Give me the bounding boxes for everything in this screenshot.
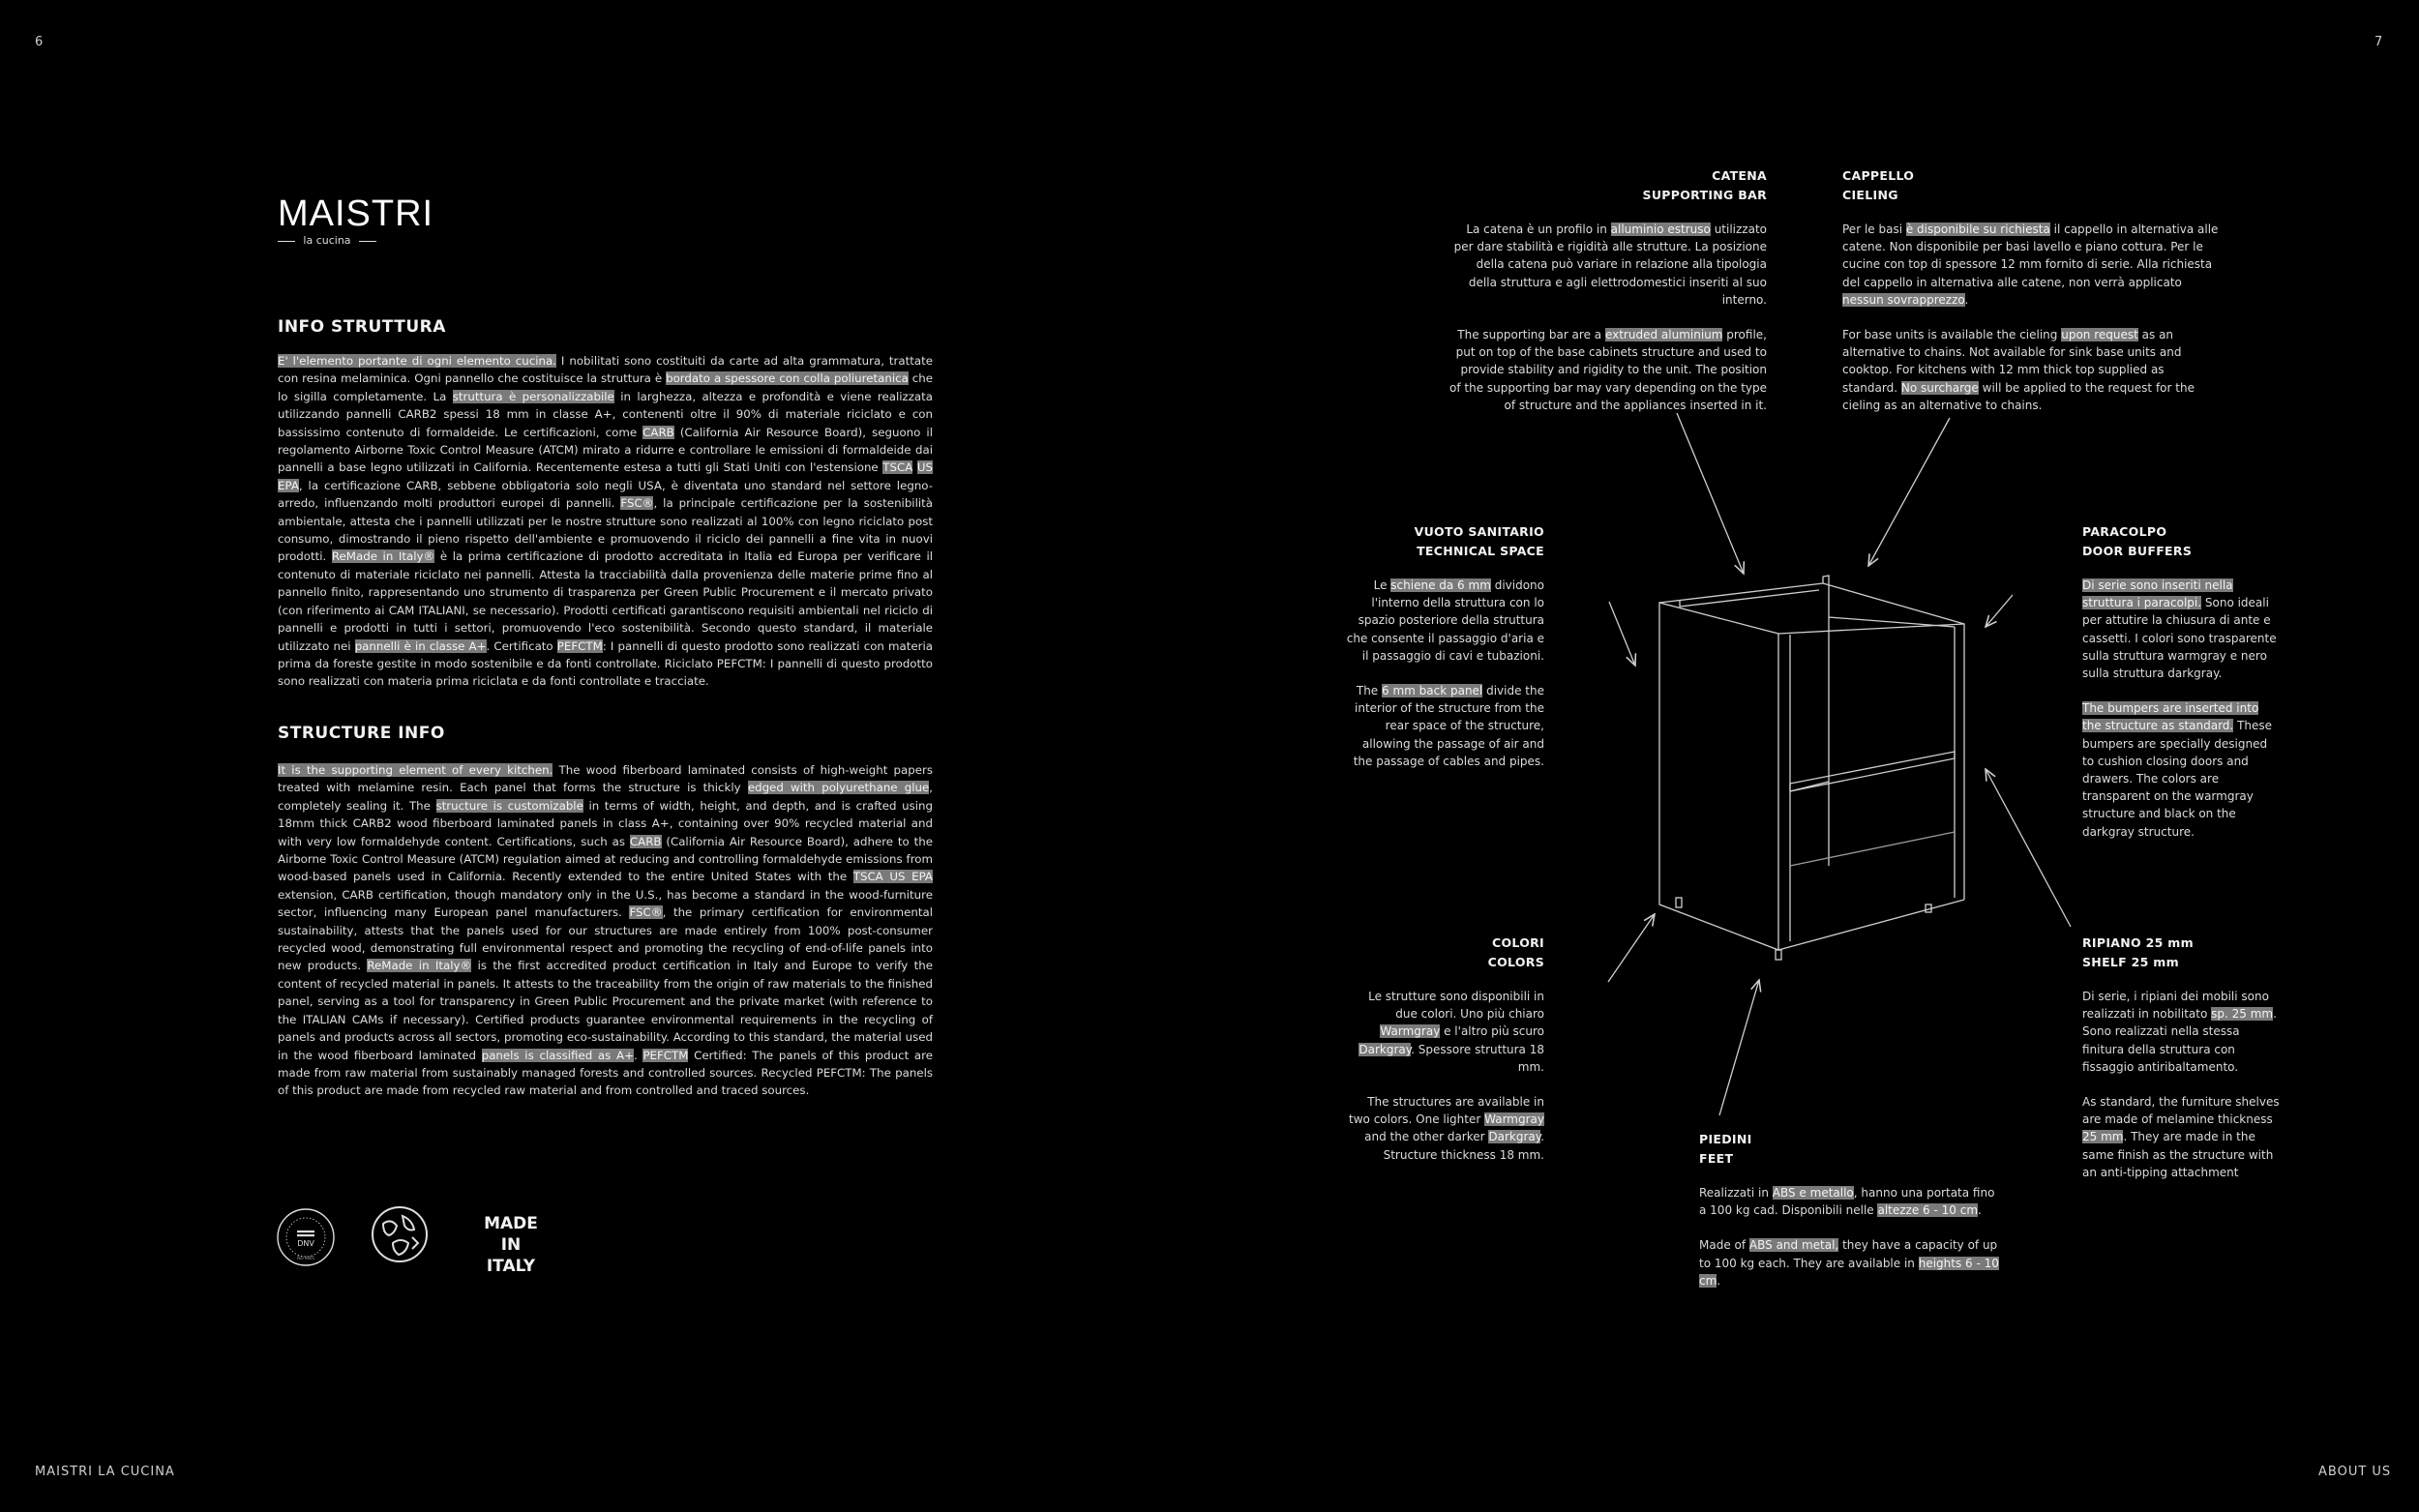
text-segment: . They are made in the same finish as the structure with an anti-tipping attachment (2082, 1130, 2274, 1179)
highlighted-text: US EPA (278, 460, 933, 492)
highlighted-text: CARB (642, 425, 674, 439)
vuoto-title: VUOTO SANITARIO (1414, 524, 1544, 539)
highlighted-text: pannelli è in classe A+ (354, 638, 487, 653)
annotation-piedini (1699, 1130, 1999, 1307)
annotation-colori (1345, 934, 1544, 1181)
catena-text-it (1448, 221, 1767, 309)
highlighted-text: Di serie sono inseriti nella struttura i paracolpi. (2082, 578, 2233, 610)
text-segment: , the primary certification for environmental sustainability, attests that the panels used for our structures are made entirely from 100% post-consumer recycled wood, demonstrating full environmental respect and promoting the recycling of end-of-life panels into new products. (278, 905, 934, 973)
text-segment: Realizzati in (1699, 1186, 1773, 1200)
text-segment: profile, put on top of the base cabinets structure and used to provide stability and rigidity to the unit. The position of the supporting bar may vary depending on the type of structure and the appliances inserted in it. (1449, 328, 1767, 412)
highlighted-text: Warmgray (1484, 1112, 1544, 1127)
text-segment: For base units is available the cieling (1842, 328, 2062, 342)
annotation-cappello (1842, 166, 2220, 431)
vuoto-subtitle: TECHNICAL SPACE (1417, 544, 1544, 558)
highlighted-text: Darkgray (1488, 1130, 1541, 1144)
highlighted-text: è disponibile su richiesta (1905, 222, 2050, 236)
text-segment: , la principale certificazione per la sostenibilità ambientale, attesta che i pannelli utilizzati per le nostre strutture sono realizzati al 100% con legno riciclato post consumo, dimostrando il pieno rispetto dell'ambiente e promuovendo il riciclo dei pannelli a fine vita in nuovi prodotti. (278, 496, 933, 564)
text-segment: Per le basi (1842, 222, 1906, 236)
vuoto-text-it (1345, 577, 1544, 665)
highlighted-text: The bumpers are inserted into the structure as standard. (2082, 701, 2259, 733)
highlighted-text: FSC® (620, 496, 654, 511)
ripiano-title: RIPIANO 25 mm (2082, 935, 2194, 950)
text-segment: they have a capacity of up to 100 kg each. They are available in (1699, 1238, 1998, 1270)
text-segment: , hanno una portata fino a 100 kg cad. Disponibili nelle (1699, 1186, 1995, 1218)
highlighted-text: TSCA (882, 460, 913, 475)
highlighted-text: No surcharge (1900, 380, 1979, 395)
text-segment: che lo sigilla completamente. La (278, 371, 933, 403)
colori-subtitle: COLORS (1487, 955, 1544, 969)
text-segment: Made of (1699, 1238, 1749, 1253)
highlighted-text: ABS e metallo (1772, 1186, 1854, 1200)
text-segment: in larghezza, altezza e profondità e viene realizzata utilizzando pannelli CARB2 spessi 18 mm in classe A+, contenenti oltre il 90% di materiale riciclato e con bassissimo contenuto di formaldeide. Le certificazioni, come (278, 389, 933, 439)
page-number-left: 6 (35, 35, 44, 49)
colori-text-it (1345, 988, 1544, 1076)
text-segment: utilizzato per dare stabilità e rigidità alle strutture. La posizione della catena può variare in relazione alla tipologia della struttura e agli elettrodomestici inseriti al suo interno. (1453, 222, 1767, 307)
catena-text-en (1448, 326, 1767, 414)
text-segment: Di serie, i ripiani dei mobili sono realizzati in nobilitato (2082, 990, 2269, 1022)
info-struttura-title: INFO STRUTTURA (278, 317, 446, 337)
highlighted-text: altezze 6 - 10 cm (1877, 1203, 1979, 1218)
page-number-right: 7 (2374, 35, 2383, 49)
text-segment: As standard, the furniture shelves are made of melamine thickness (2082, 1095, 2280, 1127)
highlighted-text: nessun sovrapprezzo (1842, 292, 1965, 307)
ripiano-text-it (2082, 988, 2281, 1076)
text-segment: The supporting bar are a (1457, 328, 1605, 342)
text-segment: La catena è un profilo in (1466, 222, 1611, 236)
highlighted-text: struttura è personalizzabile (452, 389, 614, 403)
cappello-text-it (1842, 221, 2220, 309)
catena-subtitle: SUPPORTING BAR (1642, 188, 1767, 202)
annotation-catena (1448, 166, 1767, 431)
cappello-subtitle: CIELING (1842, 188, 1898, 202)
text-segment: The structures are available in two colors. One lighter (1349, 1095, 1544, 1127)
made-in-label: MADE IN (484, 1214, 538, 1255)
footer-section: ABOUT US (2318, 1465, 2392, 1479)
arrow-catena (1677, 413, 1744, 574)
ripiano-subtitle: SHELF 25 mm (2082, 955, 2179, 969)
piedini-title: PIEDINI (1699, 1132, 1752, 1146)
text-segment: è la prima certificazione di prodotto accreditata in Italia ed Europa per verificare il contenuto di materiale riciclato nei pannelli. Attesta la tracciabilità dalla provenienza delle materie prime fino al pannello finito, rappresentando uno strumento di trasparenza per Green Public Procurement e il mercato privato (con riferimento ai CAM ITALIANI, se necessario). Prodotti certificati garantiscono requisiti ambientali nel riciclo di pannelli e prodotti in tutti i settori, promuovendo l'eco sostenibilità. Secondo questo standard, il materiale utilizzato nei (278, 549, 934, 653)
dnv-label: DNV (297, 1239, 314, 1248)
text-segment: (California Air Resource Board), seguono il regolamento Airborne Toxic Control Measure (ATCM) mirato a ridurre e controllare le emissioni di formaldeide dai pannelli a base legno utilizzati in California. Recentemente estesa a tutti gli Stati Uniti con l'estensione (278, 425, 933, 475)
arrow-ripiano (1986, 769, 2071, 927)
highlighted-text: panels is classified as A+ (481, 1048, 634, 1062)
text-segment: extension, CARB certification, though mandatory only in the U.S., has become a standard in the wood-furniture sector, influencing many European panel manufacturers. (278, 887, 933, 920)
italy-label: ITALY (486, 1257, 536, 1276)
colori-text-en (1345, 1093, 1544, 1164)
text-segment: : I pannelli di questo prodotto sono realizzati con materia prima da foreste gestite in modo sostenibile e da fonti controllate. Riciclato PEFCTM: I pannelli di questo prodotto sono realizzati con materia prima riciclata e da fonti controllate e tracciate. (278, 638, 934, 689)
text-segment: e l'altro più scuro (1440, 1024, 1544, 1039)
paracolpo-subtitle: DOOR BUFFERS (2082, 544, 2193, 558)
text-segment: (California Air Resource Board), adhere to the Airborne Toxic Control Measure (ATCM) regulation aimed at reducing and controlling formaldehyde emissions from wood-based panels used in California. Recently extended to the entire United States with the (278, 834, 933, 884)
highlighted-text: alluminio estruso (1610, 222, 1711, 236)
text-segment: . (1978, 1203, 1982, 1218)
text-segment: Le (1373, 578, 1391, 592)
piedini-subtitle: FEET (1699, 1151, 1734, 1166)
text-segment: . (1964, 292, 1969, 307)
highlighted-text: sp. 25 mm (2211, 1007, 2274, 1022)
highlighted-text: It is the supporting element of every kitchen. (278, 763, 553, 777)
highlighted-text: FSC® (629, 905, 663, 920)
paracolpo-text-it (2082, 577, 2278, 682)
text-segment: . Structure thickness 18 mm. (1383, 1130, 1544, 1162)
text-segment: il cappello in alternativa alle catene. Non disponibile per basi lavello e piano cottura. Per le cucine con top di spessore 12 mm fornito di serie. Alla richiesta del cappello in alternativa alle catene, non verrà applicato (1842, 222, 2219, 289)
text-segment: . Sono realizzati nella stessa finitura della struttura con fissaggio antiribaltamento. (2082, 1007, 2277, 1074)
highlighted-text: ReMade in Italy® (367, 959, 472, 973)
text-segment: . Certificato (486, 638, 557, 653)
highlighted-text: heights 6 - 10 cm (1699, 1256, 1999, 1288)
highlighted-text: structure is customizable (435, 798, 583, 813)
highlighted-text: upon request (2061, 328, 2138, 342)
highlighted-text: 25 mm (2082, 1130, 2124, 1144)
annotation-vuoto-sanitario (1345, 522, 1544, 787)
arrow-paracolpo (1986, 595, 2013, 627)
highlighted-text: CARB (629, 834, 662, 848)
text-segment: in terms of width, height, and depth, and is crafted using 18mm thick CARB2 wood fiberboard laminated panels in class A+, containing over 90% recycled material and with very low formaldehyde content. Certifications, such as (278, 798, 933, 848)
highlighted-text: Warmgray (1380, 1024, 1441, 1039)
text-segment: divide the interior of the structure from the rear space of the structure, allowing the passage of air and the passage of cables and pipes. (1353, 684, 1544, 768)
annotation-paracolpo (2082, 522, 2278, 858)
annotation-ripiano (2082, 934, 2281, 1199)
structure-info-title: STRUCTURE INFO (278, 724, 445, 743)
cappello-text-en (1842, 326, 2220, 414)
text-segment: will be applied to the request for the cieling as an alternative to chains. (1842, 380, 2195, 412)
highlighted-text: extruded aluminium (1604, 328, 1723, 342)
text-segment: Sono ideali per attutire la chiusura di ante e cassetti. I colori sono trasparente sulla struttura warmgray e nero sulla struttura darkgray. (2082, 596, 2277, 681)
text-segment: is the first accredited product certification in Italy and Europe to verify the content of recycled material in panels. It attests to the traceability from the origin of raw materials to the finished panel, serving as a tool for transparency in Green Public Procurement and the private market (with reference to the ITALIAN CAMs if necessary). Certified products guarantee environmental requirements in the recycling of panels and products across all sectors, promoting eco-sustainability. According to this standard, the material used in the wood fiberboard laminated (278, 959, 933, 1062)
cappello-title: CAPPELLO (1842, 168, 1915, 183)
text-segment: . (1717, 1273, 1721, 1288)
text-segment: . Spessore struttura 18 mm. (1411, 1042, 1544, 1074)
logo-wordmark: MAISTRI (278, 193, 434, 234)
ripiano-text-en (2082, 1093, 2281, 1181)
arrow-vuoto (1609, 602, 1635, 666)
catena-title: CATENA (1712, 168, 1767, 183)
arrow-piedini (1719, 980, 1759, 1115)
text-segment: I nobilitati sono costituiti da carte ad alta grammatura, trattate con resina melaminica. Ogni pannello che costituisce la struttura è (278, 354, 933, 386)
highlighted-text: edged with polyurethane glue (747, 781, 930, 795)
highlighted-text: ReMade in Italy® (331, 549, 435, 564)
paracolpo-title: PARACOLPO (2082, 524, 2167, 539)
text-segment: . (633, 1048, 643, 1062)
highlighted-text: schiene da 6 mm (1390, 578, 1491, 592)
piedini-text-en (1699, 1236, 1999, 1290)
vuoto-text-en (1345, 682, 1544, 770)
paracolpo-text-en (2082, 699, 2278, 841)
highlighted-text: PEFCTM (556, 638, 603, 653)
highlighted-text: Darkgray (1359, 1042, 1412, 1056)
text-segment: , la certificazione CARB, sebbene obbligatoria solo negli USA, è diventata uno standard nel settore legno-arredo, influenzando molti produttori europei di pannelli. (278, 478, 933, 511)
footer-brand: MAISTRI LA CUCINA (35, 1465, 175, 1479)
text-segment: as an alternative to chains. Not available for sink base units and cooktop. For kitchens with 12 mm thick top supplied as standard. (1842, 328, 2182, 395)
colori-title: COLORI (1491, 935, 1544, 950)
text-segment: and the other darker (1364, 1130, 1489, 1144)
text-segment: , completely sealing it. The (278, 781, 933, 813)
highlighted-text: 6 mm back panel (1382, 684, 1483, 698)
highlighted-text: PEFCTM (642, 1048, 689, 1062)
highlighted-text: TSCA US EPA (852, 870, 933, 884)
text-segment: Certified: The panels of this product are made from raw material from sustainably managed forests and controlled sources. Recycled PEFCTM: The panels of this product are made from recycled raw material and from controlled and traced sources. (278, 1048, 934, 1098)
highlighted-text: bordato a spessore con colla poliuretanica (666, 371, 909, 386)
text-segment: These bumpers are specially designed to cushion closing doors and drawers. The colors are transparent on the warmgray structure and black on the darkgray structure. (2082, 719, 2273, 839)
highlighted-text: E' l'elemento portante di ogni elemento cucina. (278, 354, 556, 368)
iso-label: ISO 9001 (296, 1256, 315, 1260)
text-segment: The (1356, 684, 1382, 698)
logo-subtitle: la cucina (278, 234, 376, 247)
arrow-cappello (1868, 418, 1950, 566)
text-segment: Le strutture sono disponibili in due colori. Uno più chiaro (1368, 990, 1544, 1022)
piedini-text-it (1699, 1184, 1999, 1219)
highlighted-text: ABS and metal, (1748, 1238, 1839, 1253)
text-segment: The wood fiberboard laminated consists of high-weight papers treated with melamine resin. Each panel that forms the structure is thickly (278, 763, 933, 795)
arrow-colori (1608, 914, 1655, 982)
text-segment: dividono l'interno della struttura con lo spazio posteriore della struttura che consente il passaggio d'aria e il passaggio di cavi e tubazioni. (1346, 578, 1544, 663)
